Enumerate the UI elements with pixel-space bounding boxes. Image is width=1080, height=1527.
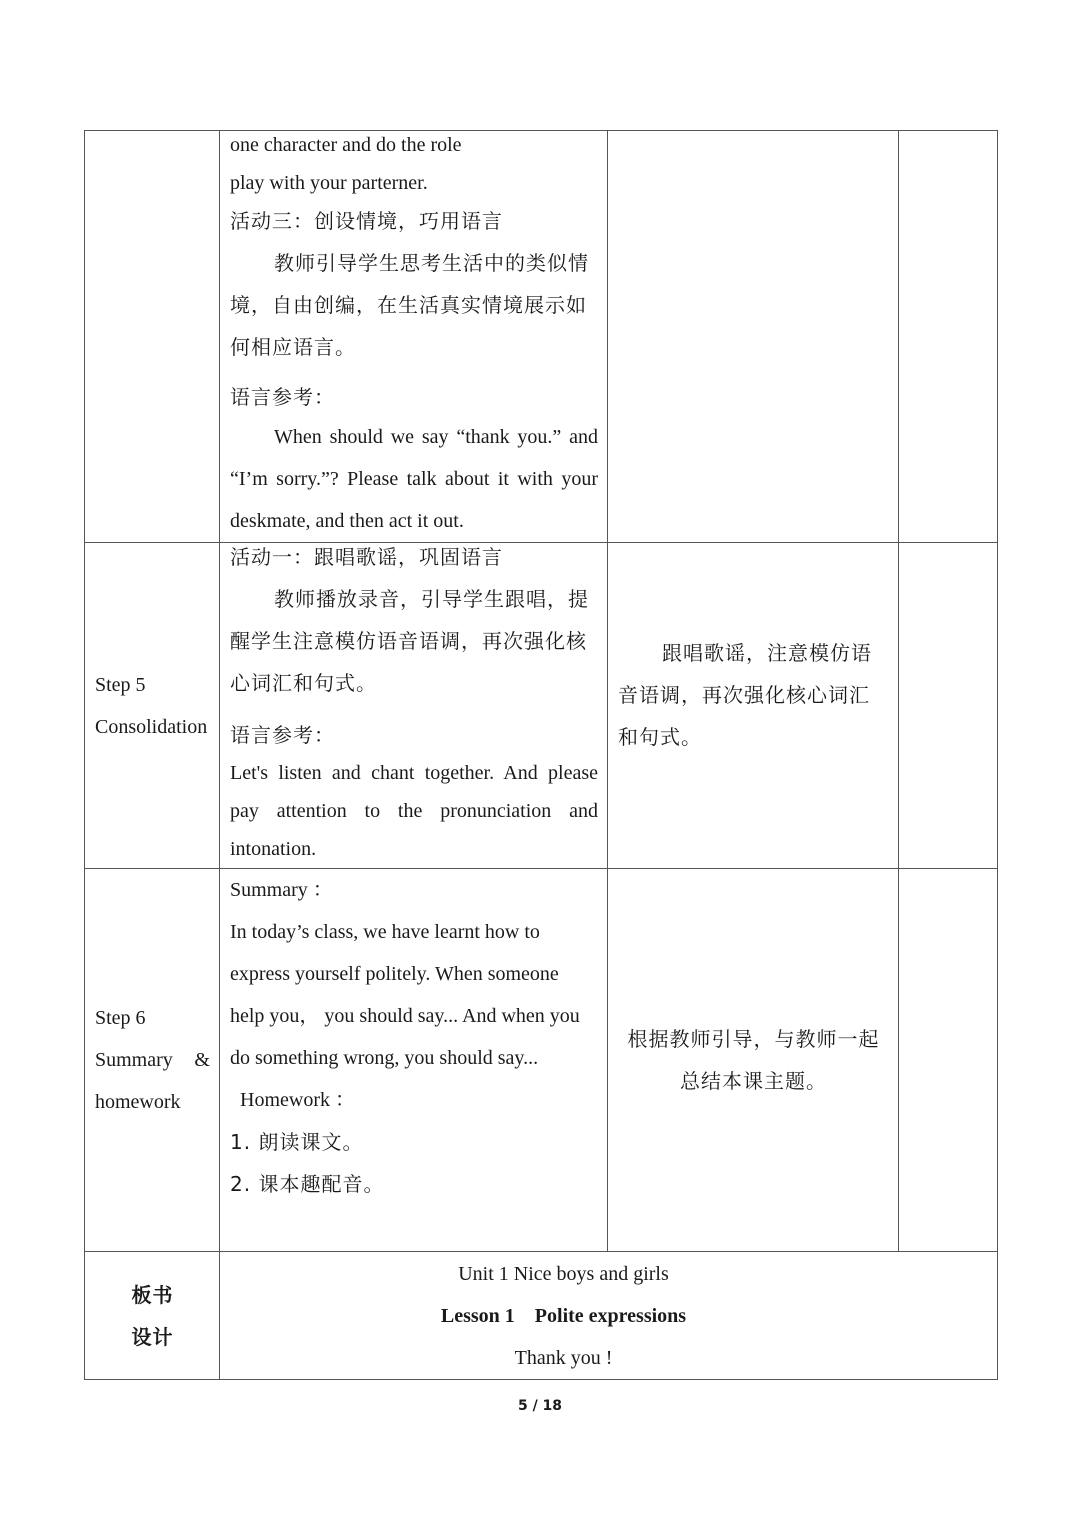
teacher-activity-cell — [220, 543, 608, 869]
step-cell — [85, 131, 220, 543]
board-phrase: Thank you ! — [514, 1346, 613, 1369]
teacher-activity-cell — [220, 869, 608, 1252]
step-number: Step 5 — [95, 673, 146, 696]
activity-title: 活动一：跟唱歌谣，巩固语言 — [230, 545, 503, 569]
step-name-line: Summary & — [95, 1049, 210, 1071]
lang-ref-text: When should we say “thank you.” and “I’m sorry.”? Please talk about it with your deskmate, and then act it out. — [230, 426, 598, 532]
intent-cell — [899, 131, 998, 543]
activity-line: play with your parterner. — [230, 172, 428, 194]
table-row — [85, 1252, 998, 1380]
lang-ref-label: 语言参考： — [230, 385, 335, 409]
student-activity-text: 跟唱歌谣，注意模仿语音语调，再次强化核心词汇和句式。 — [618, 640, 872, 749]
step-cell — [85, 869, 220, 1252]
teacher-activity-cell — [220, 131, 608, 543]
lang-ref-label: 语言参考： — [230, 723, 335, 747]
board-label-line: 板书 — [131, 1282, 174, 1307]
step-number: Step 6 — [95, 1007, 146, 1029]
student-activity-cell — [608, 131, 899, 543]
table-row — [85, 543, 998, 869]
student-activity-cell — [608, 543, 899, 869]
page-number: 5 / 18 — [517, 1398, 563, 1414]
step-name-line: homework — [95, 1091, 181, 1113]
intent-cell — [899, 543, 998, 869]
homework-label: Homework ： — [240, 1089, 355, 1111]
summary-label: Summary ： — [230, 879, 333, 901]
intent-cell — [899, 869, 998, 1252]
board-label-cell — [85, 1252, 220, 1380]
homework-item: 2. 课本趣配音。 — [230, 1172, 385, 1196]
board-label-line: 设计 — [131, 1324, 174, 1349]
activity-line: one character and do the role — [230, 134, 462, 156]
activity-desc: 教师引导学生思考生活中的类似情境，自由创编，在生活真实情境展示如何相应语言。 — [230, 251, 589, 359]
student-activity-cell — [608, 869, 899, 1252]
board-lesson: Lesson 1 Polite expressions — [440, 1304, 687, 1327]
lang-ref-text: Let's listen and chant together. And please pay attention to the pronunciation and intonation. — [230, 762, 598, 860]
lesson-plan-table — [84, 130, 998, 1380]
table-row — [85, 131, 998, 543]
homework-item: 1. 朗读课文。 — [230, 1130, 364, 1154]
step-name: Consolidation — [95, 715, 208, 738]
table-row — [85, 869, 998, 1252]
activity-title: 活动三：创设情境，巧用语言 — [230, 209, 503, 233]
board-unit: Unit 1 Nice boys and girls — [458, 1262, 669, 1285]
board-content-cell — [220, 1252, 998, 1380]
student-activity-line: 根据教师引导，与教师一起 — [627, 1027, 880, 1051]
step-cell — [85, 543, 220, 869]
activity-desc: 教师播放录音，引导学生跟唱，提醒学生注意模仿语音语调，再次强化核心词汇和句式。 — [230, 587, 589, 695]
summary-text: In today’s class, we have learnt how to express yourself politely. When someone help you， you should say... And when you do something wrong, you should say... — [230, 921, 580, 1069]
student-activity-line: 总结本课主题。 — [680, 1069, 827, 1093]
